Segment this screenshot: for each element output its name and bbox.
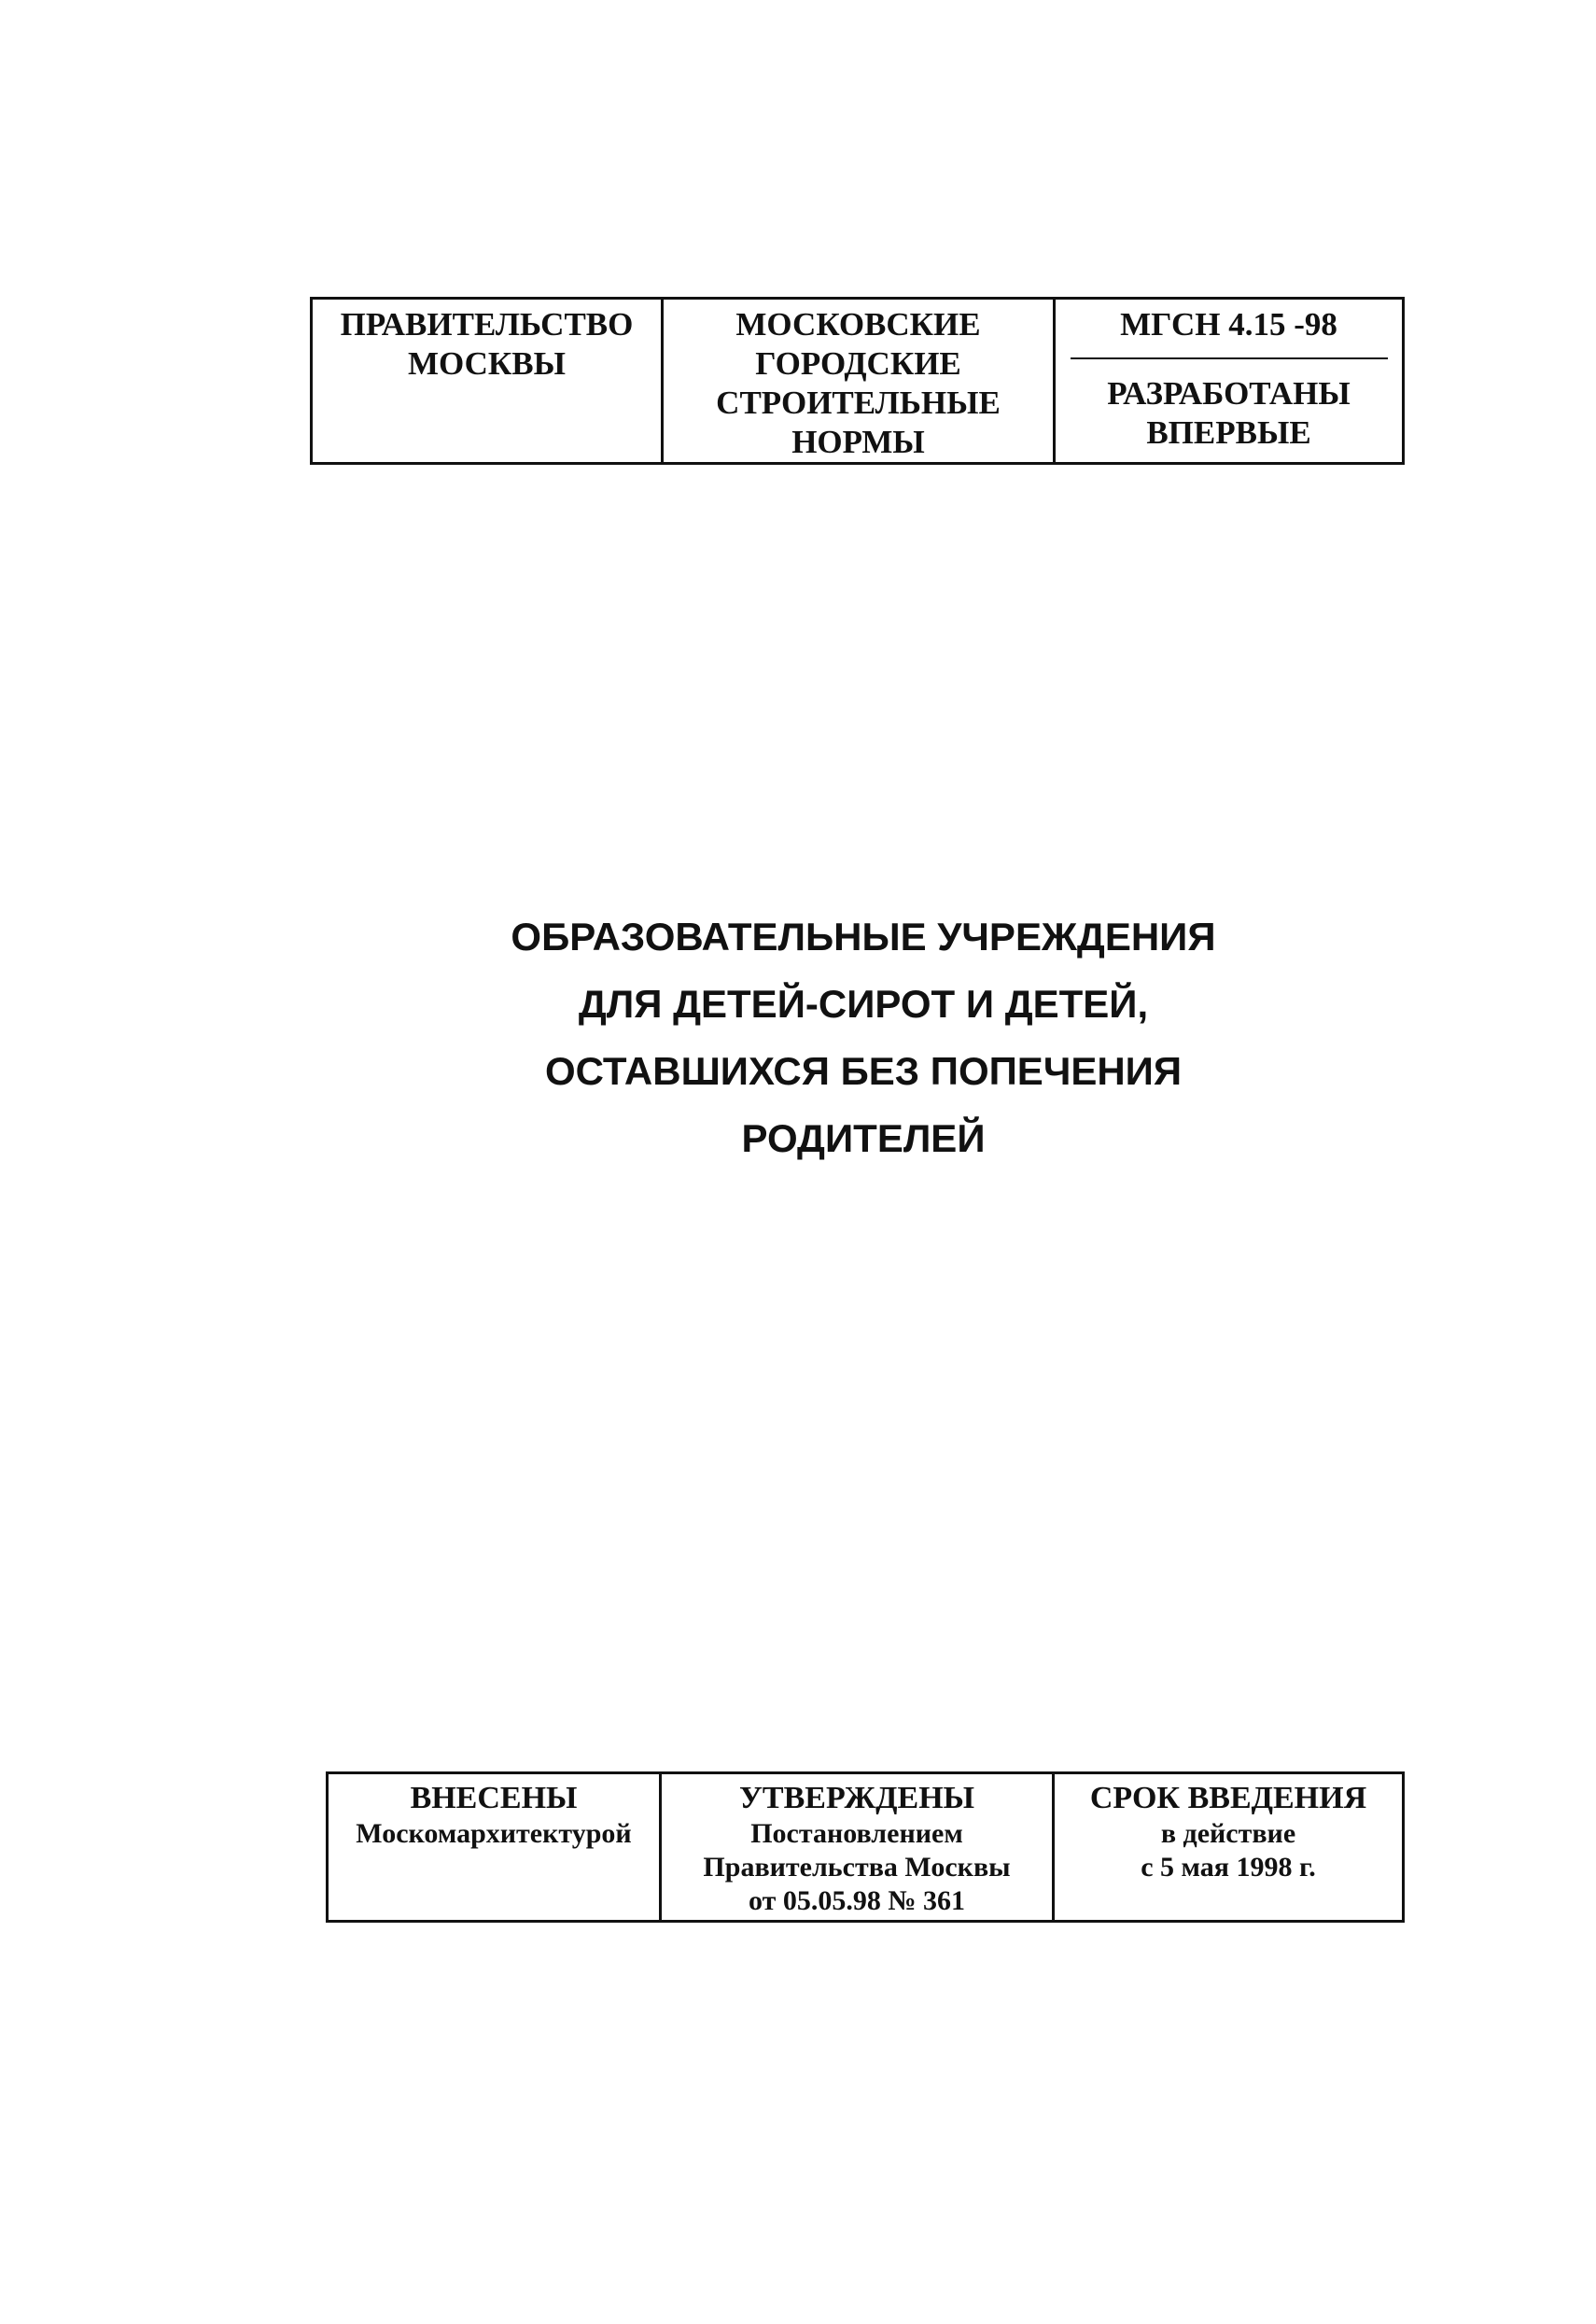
- approved-line: Постановлением: [750, 1818, 963, 1849]
- approved-line: Правительства Москвы: [703, 1852, 1011, 1883]
- effective-date-cell: [1054, 1773, 1404, 1922]
- header-table: [310, 297, 1405, 465]
- document-code: МГСН 4.15 -98: [1071, 305, 1388, 359]
- approved-label: УТВЕРЖДЕНЫ: [738, 1781, 975, 1815]
- document-type-cell: [663, 299, 1055, 464]
- title-line: РОДИТЕЛЕЙ: [741, 1116, 986, 1160]
- document-type-line: МОСКОВСКИЕ: [735, 306, 981, 343]
- issuing-authority-line: ПРАВИТЕЛЬСТВО: [340, 306, 634, 343]
- introduced-cell: [328, 1773, 661, 1922]
- status-line: ВПЕРВЫЕ: [1146, 414, 1311, 451]
- introduced-label: ВНЕСЕНЫ: [410, 1781, 578, 1815]
- effective-line: в действие: [1160, 1818, 1296, 1849]
- title-line: ОСТАВШИХСЯ БЕЗ ПОПЕЧЕНИЯ: [544, 1049, 1183, 1093]
- approved-line: от 05.05.98 № 361: [749, 1885, 965, 1916]
- status-line: РАЗРАБОТАНЫ: [1107, 375, 1351, 412]
- effective-line: с 5 мая 1998 г.: [1141, 1852, 1316, 1883]
- document-type-line: ГОРОДСКИЕ: [755, 345, 961, 382]
- document-title: [0, 903, 1596, 1172]
- approved-cell: [661, 1773, 1054, 1922]
- footer-table: [326, 1771, 1405, 1923]
- issuing-authority-line: МОСКВЫ: [407, 345, 567, 382]
- document-type-line: СТРОИТЕЛЬНЫЕ: [716, 385, 1001, 421]
- effective-label: СРОК ВВЕДЕНИЯ: [1089, 1781, 1367, 1815]
- title-line: ДЛЯ ДЕТЕЙ-СИРОТ И ДЕТЕЙ,: [578, 982, 1149, 1026]
- document-type-line: НОРМЫ: [791, 424, 925, 460]
- title-line: ОБРАЗОВАТЕЛЬНЫЕ УЧРЕЖДЕНИЯ: [511, 915, 1216, 959]
- introduced-by: Москомархитектурой: [356, 1818, 632, 1849]
- issuing-authority-cell: [312, 299, 663, 464]
- document-code-cell: [1055, 299, 1404, 464]
